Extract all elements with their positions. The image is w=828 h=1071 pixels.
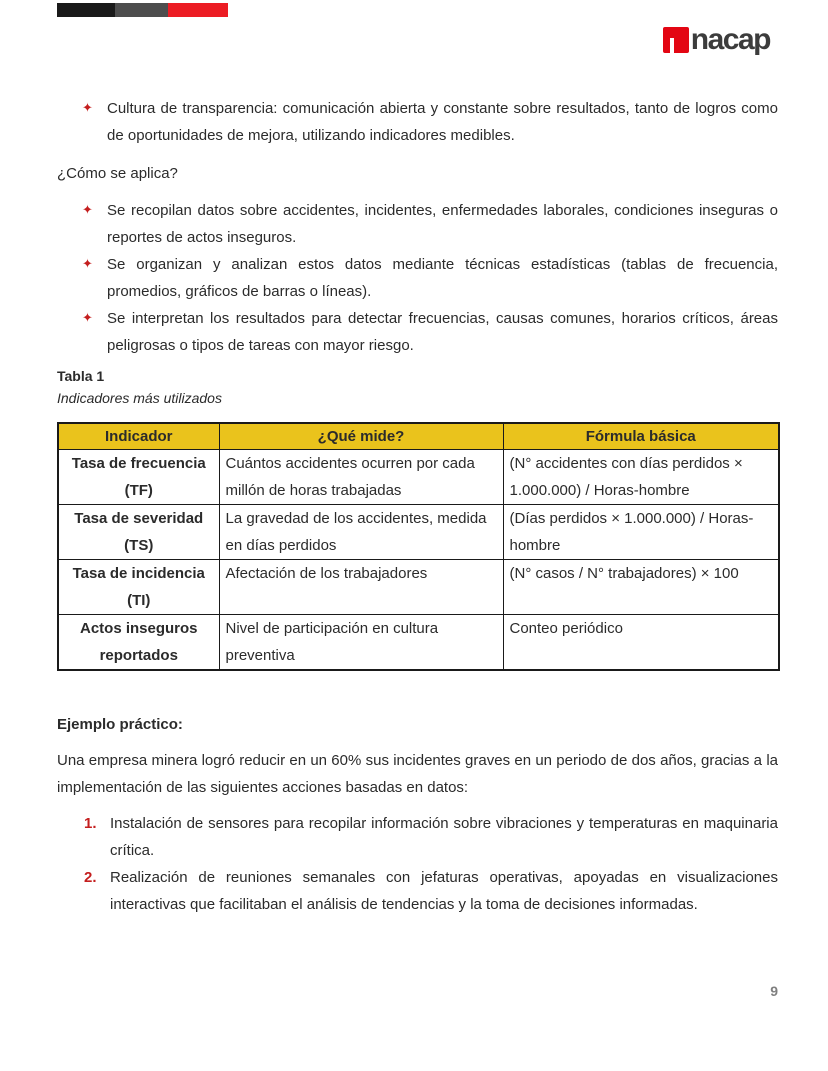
- example-intro-paragraph: Una empresa minera logró reducir en un 60% sus incidentes graves en un periodo de dos años, gracias a la implementación de las siguientes acciones basadas en datos:: [57, 752, 778, 796]
- page-number: 9: [770, 983, 778, 999]
- indicators-table: [57, 422, 780, 671]
- inacap-logo-text: nacap: [690, 23, 770, 56]
- table-header-indicador: Indicador: [58, 423, 219, 450]
- list-item: [57, 251, 778, 305]
- cell-measures: La gravedad de los accidentes, medida en días perdidos: [219, 505, 503, 560]
- bullet-star-icon: ✦: [82, 257, 93, 272]
- example-numbered-list: [57, 810, 778, 918]
- table-row: [58, 450, 779, 505]
- cell-formula: Conteo periódico: [503, 615, 779, 671]
- cell-indicator: Tasa de severidad (TS): [58, 505, 219, 560]
- list-item-text: Se recopilan datos sobre accidentes, incidentes, enfermedades laborales, condiciones inseguras o reportes de actos inseguros.: [107, 202, 778, 246]
- brand-color-bar: [57, 3, 228, 17]
- inacap-logo-notch: [670, 38, 674, 53]
- cell-indicator: Actos inseguros reportados: [58, 615, 219, 671]
- cell-measures: Afectación de los trabajadores: [219, 560, 503, 615]
- table-header-row: [58, 423, 779, 450]
- cell-indicator: Tasa de frecuencia (TF): [58, 450, 219, 505]
- table-caption-title: Indicadores más utilizados: [57, 390, 222, 406]
- cell-formula: (Días perdidos × 1.000.000) / Horas-hombre: [503, 505, 779, 560]
- list-item: [57, 810, 778, 864]
- list-item-text: Se interpretan los resultados para detectar frecuencias, causas comunes, horarios críticos, áreas peligrosas o tipos de tareas con mayor riesgo.: [107, 310, 778, 354]
- list-item-number: 2.: [84, 869, 97, 886]
- list-item: [57, 305, 778, 359]
- cell-measures: Cuántos accidentes ocurren por cada millón de horas trabajadas: [219, 450, 503, 505]
- application-bullet-list: [57, 197, 778, 359]
- section-question: ¿Cómo se aplica?: [57, 165, 178, 182]
- page-content: [0, 95, 828, 918]
- list-item-text: Realización de reuniones semanales con jefaturas operativas, apoyadas en visualizaciones interactivas que facilitaban el análisis de tendencias y la toma de decisiones informadas.: [110, 869, 778, 913]
- table-row: [58, 505, 779, 560]
- brand-bar-gray-segment: [115, 3, 168, 17]
- table-caption-label: Tabla 1: [57, 368, 105, 384]
- list-item-text: Instalación de sensores para recopilar información sobre vibraciones y temperaturas en maquinaria crítica.: [110, 815, 778, 859]
- brand-bar-red-segment: [168, 3, 228, 17]
- table-row: [58, 615, 779, 671]
- cell-formula: (N° accidentes con días perdidos × 1.000.000) / Horas-hombre: [503, 450, 779, 505]
- list-item: [57, 864, 778, 918]
- bullet-star-icon: ✦: [82, 311, 93, 326]
- list-item-text: Se organizan y analizan estos datos mediante técnicas estadísticas (tablas de frecuencia, promedios, gráficos de barras o líneas).: [107, 256, 778, 300]
- brand-bar-black-segment: [57, 3, 115, 17]
- bullet-star-icon: ✦: [82, 101, 93, 116]
- list-item-number: 1.: [84, 815, 97, 832]
- list-item: [57, 197, 778, 251]
- intro-bullet-text: Cultura de transparencia: comunicación abierta y constante sobre resultados, tanto de logros como de oportunidades de mejora, utilizando indicadores medibles.: [107, 100, 778, 144]
- table-row: [58, 560, 779, 615]
- inacap-logo: [663, 23, 770, 56]
- cell-formula: (N° casos / N° trabajadores) × 100: [503, 560, 779, 615]
- bullet-star-icon: ✦: [82, 203, 93, 218]
- table-header-que-mide: ¿Qué mide?: [219, 423, 503, 450]
- intro-bullet-item: [57, 95, 778, 149]
- table-caption: [57, 367, 778, 408]
- table-header-formula: Fórmula básica: [503, 423, 779, 450]
- inacap-logo-mark-icon: [663, 27, 689, 53]
- example-heading: Ejemplo práctico:: [57, 716, 183, 733]
- cell-measures: Nivel de participación en cultura preventiva: [219, 615, 503, 671]
- cell-indicator: Tasa de incidencia (TI): [58, 560, 219, 615]
